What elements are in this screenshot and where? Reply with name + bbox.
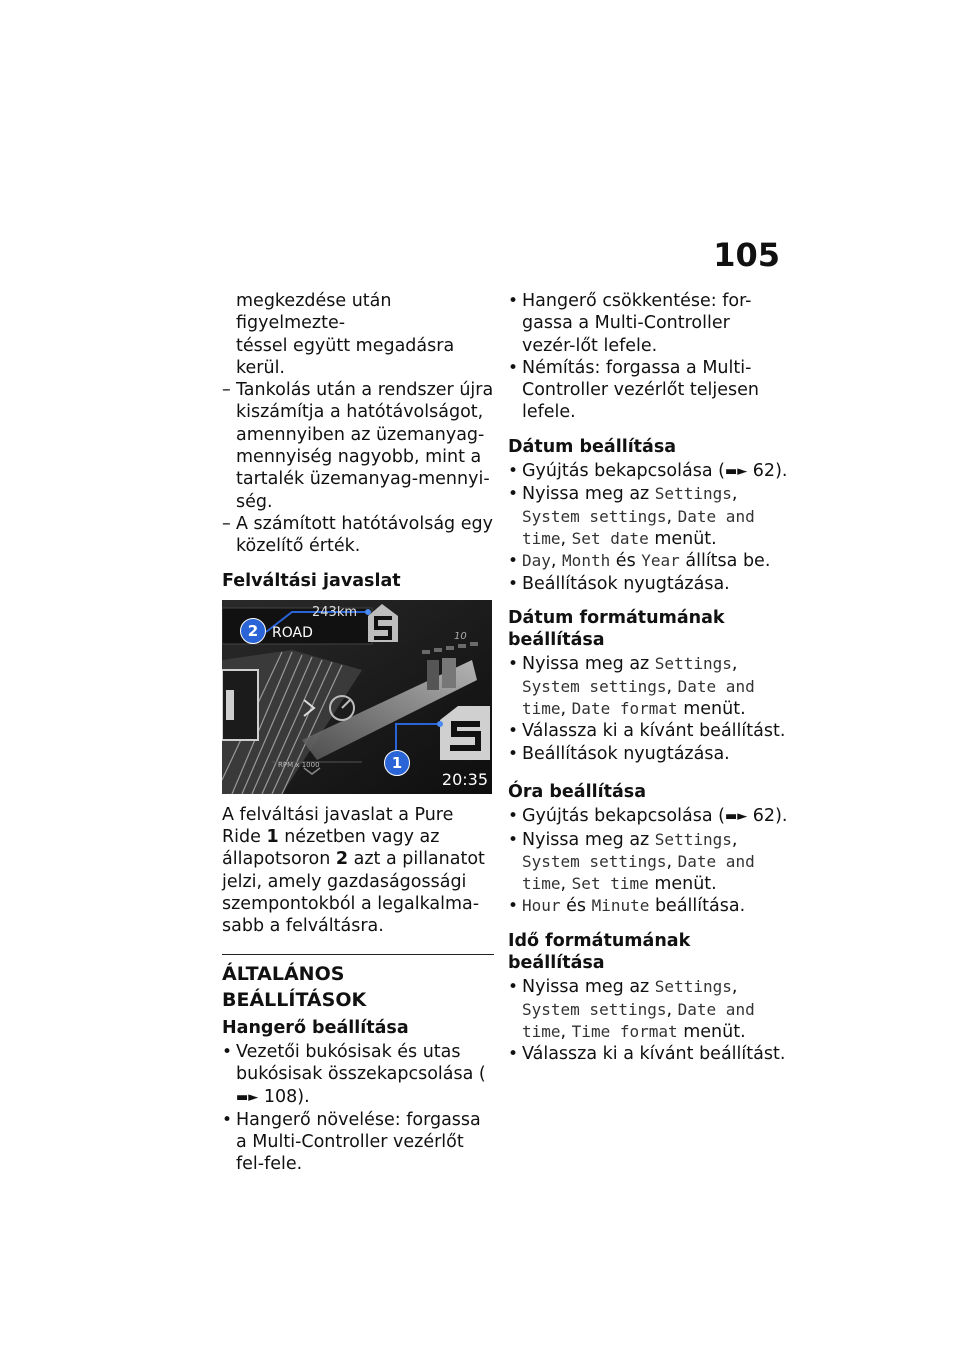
menu-minute: Minute xyxy=(591,896,650,916)
shift-text-part: nézetben vagy az állapotsoron xyxy=(222,827,440,870)
dash-item-text: Tankolás után a rendszer újra kiszámítja a hatótávolságot, amennyiben az üzemanyag-mennyiség nagyobb, mint a tartalék üzemanyag-mennyi-ség. xyxy=(236,380,494,512)
bullet-item: • Gyújtás bekapcsolása (▬► 62). xyxy=(508,460,788,483)
menu-date-and-time: Date and time xyxy=(522,999,755,1041)
left-column xyxy=(222,290,494,1176)
bullet-item xyxy=(222,1109,494,1176)
bullet-marker: • xyxy=(508,654,519,675)
bullet-text: Vezetői bukósisak és utas bukósisak összekapcsolása ( xyxy=(236,1041,486,1085)
menu-month: Month xyxy=(562,551,611,571)
dash-marker: – xyxy=(222,513,231,534)
bullet-text: és xyxy=(615,551,636,572)
bullet-text: Nyissa meg az xyxy=(522,484,655,505)
bullet-item xyxy=(508,895,788,917)
bullet-marker: • xyxy=(508,743,519,764)
dash-item xyxy=(222,379,494,513)
menu-set-date: Set date xyxy=(571,528,649,548)
bullet-marker: • xyxy=(222,1041,233,1062)
shift-heading: Felváltási javaslat xyxy=(222,570,401,591)
bullet-marker: • xyxy=(508,291,519,311)
shift-ref-2: 2 xyxy=(335,849,349,870)
bullet-text: Gyújtás bekapcsolása ( xyxy=(522,806,725,827)
shift-text xyxy=(222,804,494,938)
dash-item-text: A számított hatótávolság egy közelítő érték. xyxy=(236,513,493,557)
bullet-item: • Gyújtás bekapcsolása (▬► 62). xyxy=(508,805,788,828)
intro-line: téssel együtt megadásra kerül. xyxy=(236,335,455,378)
timefmt-heading: Idő formátumának beállítása xyxy=(508,930,691,974)
bullet-marker: • xyxy=(508,484,519,505)
bullet-text: Nyissa meg az xyxy=(522,654,655,675)
bullet-text: Válassza ki a kívánt beállítást. xyxy=(522,1044,786,1065)
bullet-item xyxy=(508,743,788,765)
bullet-text: Nyissa meg az xyxy=(522,977,655,998)
page-ref-arrow-icon: ▬► xyxy=(724,464,748,480)
bullet-text: Beállítások nyugtázása. xyxy=(522,743,730,764)
bullet-item xyxy=(508,1043,788,1065)
bullet-marker: • xyxy=(508,896,519,917)
volume-heading: Hangerő beállítása xyxy=(222,1017,409,1038)
bullet-item: • Nyissa meg az Settings, System settings, Date and time, Set time menüt. xyxy=(508,829,755,895)
bullet-text-tail: ). xyxy=(297,1086,310,1107)
bullet-text: Hangerő növelése: forgassa a Multi-Controller vezérlőt fel-fele. xyxy=(236,1109,481,1175)
right-column xyxy=(508,290,788,1066)
bullet-text: menüt. xyxy=(683,1021,746,1042)
menu-set-time: Set time xyxy=(571,874,649,894)
page-ref-arrow-icon: ▬► xyxy=(724,809,748,825)
bullet-item: • Day, Month és Year állítsa be. xyxy=(508,551,771,572)
bullet-text: és xyxy=(566,896,586,917)
bullet-text: menüt. xyxy=(654,528,717,549)
menu-system-settings: System settings xyxy=(522,676,667,696)
menu-system-settings: System settings xyxy=(522,506,667,526)
bullet-item xyxy=(508,357,788,424)
menu-date-and-time: Date and time xyxy=(522,676,755,719)
bullet-marker: • xyxy=(508,829,519,850)
road-mode-label: ROAD xyxy=(272,624,313,641)
shift-text-part: A felváltási javaslat a Pure Ride xyxy=(222,804,454,848)
bullet-text: Gyújtás bekapcsolása ( xyxy=(522,461,725,482)
menu-hour: Hour xyxy=(522,896,561,916)
menu-settings: Settings xyxy=(654,484,732,504)
shift-ref-1: 1 xyxy=(266,827,279,848)
section-title: ÁLTALÁNOS BEÁLLÍTÁSOK xyxy=(222,954,494,1013)
page-number: 105 xyxy=(713,236,780,274)
page-ref-number[interactable]: 108 xyxy=(263,1086,298,1107)
bullet-item: • Nyissa meg az Settings, System settings, Date and time, Set date menüt. xyxy=(508,484,755,549)
range-label: 243km xyxy=(312,604,358,620)
bullet-item xyxy=(508,720,788,742)
bullet-marker: • xyxy=(508,721,519,742)
scale-label: 10 xyxy=(454,630,467,642)
bullet-marker: • xyxy=(508,573,519,594)
bullet-marker: • xyxy=(508,1044,519,1065)
bullet-text: állítsa be. xyxy=(685,551,771,572)
callout-2: 2 xyxy=(240,618,266,644)
dashboard-figure xyxy=(222,600,492,794)
page-ref-number[interactable]: 62 xyxy=(752,461,776,482)
menu-date-and-time: Date and time xyxy=(522,506,755,548)
bullet-marker: • xyxy=(222,1109,233,1130)
bullet-text: menüt. xyxy=(683,699,746,720)
bullet-marker: • xyxy=(508,461,519,482)
bullet-item xyxy=(508,290,788,357)
intro-line: megkezdése után figyelmezte- xyxy=(236,291,392,334)
menu-day: Day xyxy=(522,551,551,571)
callout-1: 1 xyxy=(384,750,410,776)
page-ref-arrow-icon: ▬► xyxy=(236,1089,259,1105)
bullet-item: • Nyissa meg az Settings, System settings, Date and time, Date format menüt. xyxy=(508,654,755,720)
shift-text-part: azt a pillanatot jelzi, amely gazdaságossági szempontokból a legalkalma-sabb a felváltásra. xyxy=(222,849,485,937)
page-ref-number[interactable]: 62 xyxy=(752,806,776,827)
bullet-text: beállítása. xyxy=(654,896,746,917)
rpm-label: RPM x 1000 xyxy=(278,760,320,769)
bullet-item xyxy=(508,573,788,595)
bullet-text: Válassza ki a kívánt beállítást. xyxy=(522,721,786,742)
menu-system-settings: System settings xyxy=(522,999,667,1019)
bullet-text: Nyissa meg az xyxy=(522,829,655,850)
menu-year: Year xyxy=(641,551,680,571)
clock-heading: Óra beállítása xyxy=(508,781,647,802)
bullet-marker: • xyxy=(508,806,519,827)
clock-label: 20:35 xyxy=(441,769,488,789)
dash-item xyxy=(222,513,494,558)
bullet-text: Némítás: forgassa a Multi-Controller vezérlőt teljesen lefele. xyxy=(522,357,760,423)
menu-date-and-time: Date and time xyxy=(522,851,755,894)
bullet-marker: • xyxy=(508,551,519,572)
bullet-marker: • xyxy=(508,357,519,378)
bullet-item xyxy=(222,1041,494,1109)
menu-date-format: Date format xyxy=(571,699,678,719)
menu-settings: Settings xyxy=(654,829,732,849)
bullet-item: • Nyissa meg az Settings, System settings, Date and time, Time format menüt. xyxy=(508,977,755,1042)
date-heading: Dátum beállítása xyxy=(508,436,677,457)
menu-settings: Settings xyxy=(654,654,732,674)
menu-time-format: Time format xyxy=(571,1021,678,1041)
bullet-text: Beállítások nyugtázása. xyxy=(522,573,730,594)
menu-settings: Settings xyxy=(654,977,732,997)
bullet-text: Hangerő csökkentése: for-gassa a Multi-Controller vezér-lőt lefele. xyxy=(522,291,752,356)
bullet-text: menüt. xyxy=(654,874,717,895)
dash-marker: – xyxy=(222,380,231,401)
menu-system-settings: System settings xyxy=(522,851,667,871)
datefmt-heading: Dátum formátumának beállítása xyxy=(508,607,725,651)
bullet-marker: • xyxy=(508,977,519,998)
